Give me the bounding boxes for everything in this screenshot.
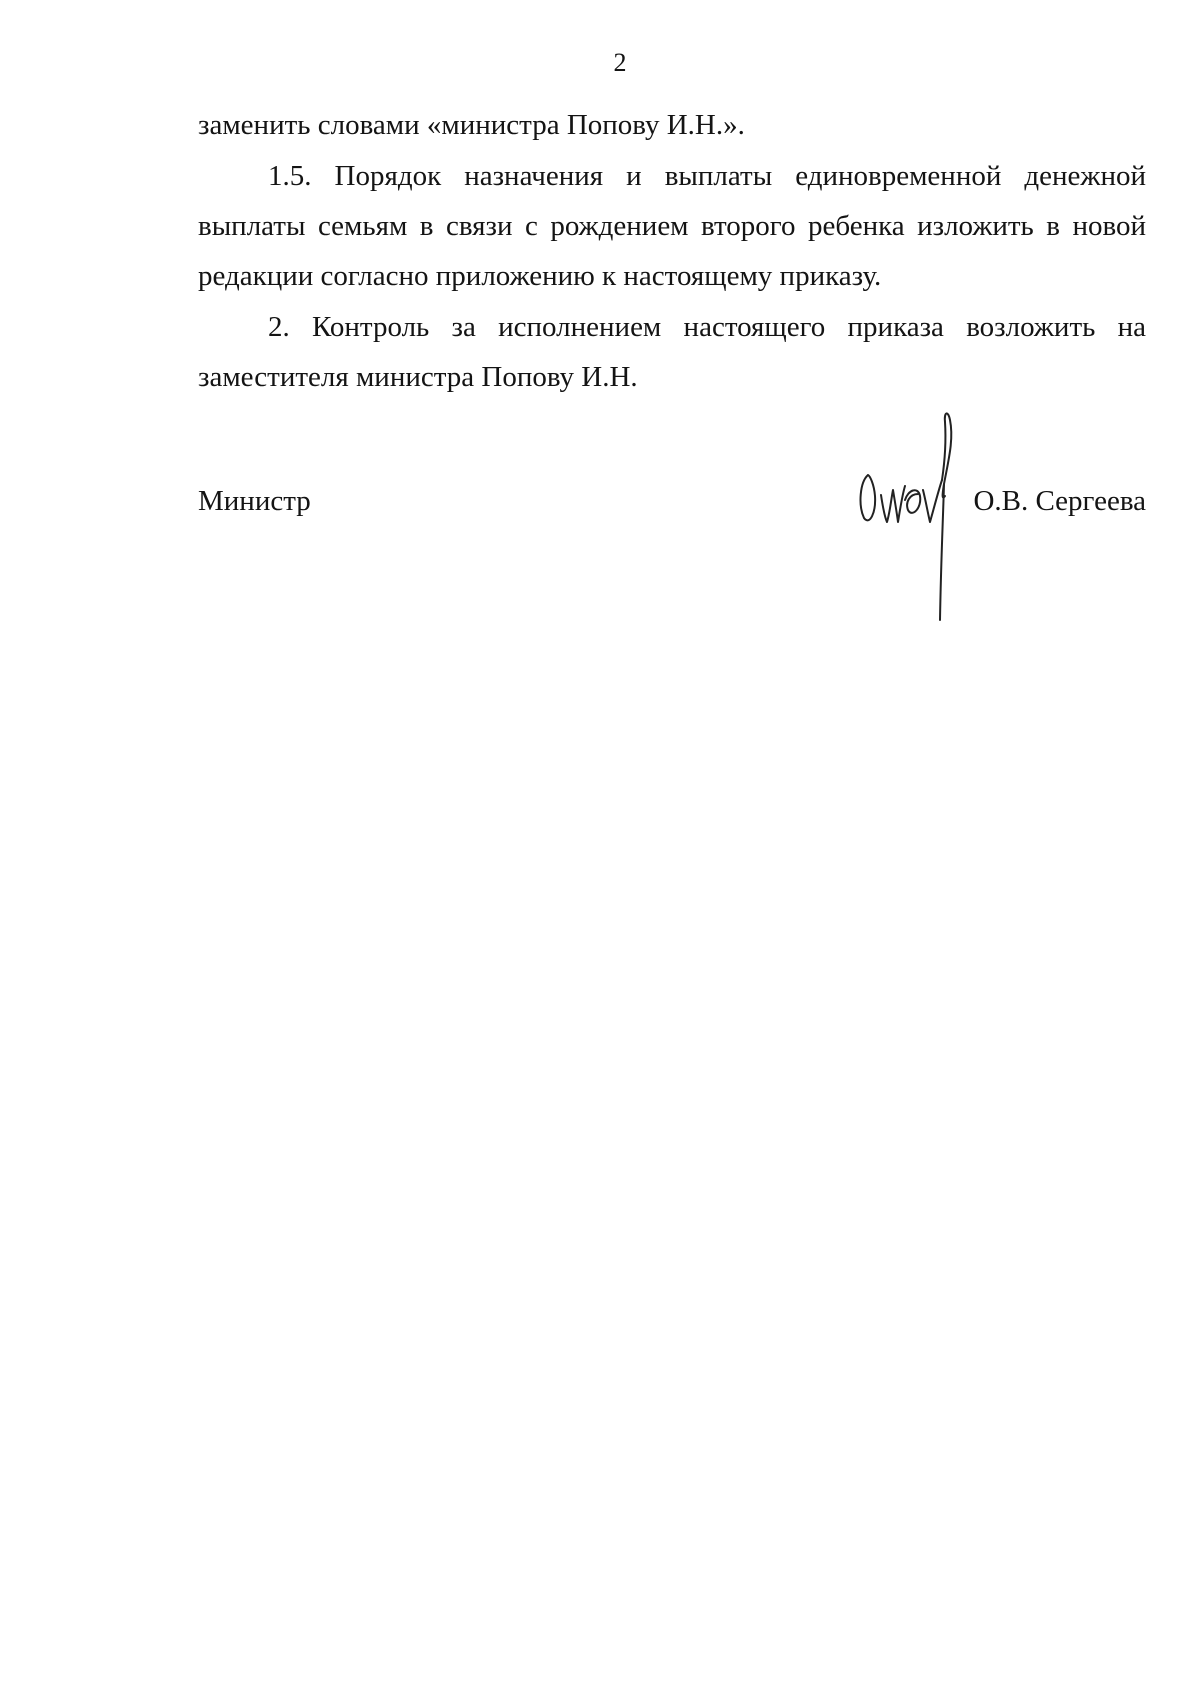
handwritten-signature (850, 400, 990, 630)
paragraph-continuation: заменить словами «министра Попову И.Н.». (198, 109, 745, 141)
document-body (198, 100, 1146, 403)
page-number: 2 (613, 48, 627, 77)
signature-block (198, 485, 1146, 545)
signer-name: О.В. Сергеева (973, 485, 1146, 517)
position-title: Министр (198, 485, 311, 517)
paragraph-item-2: 2. Контроль за исполнением настоящего приказа возложить на заместителя министра Попову И.Н. (198, 311, 1146, 393)
paragraph-item-1-5: 1.5. Порядок назначения и выплаты единовременной денежной выплаты семьям в связи с рождением второго ребенка изложить в новой редакции согласно приложению к настоящему приказу. (198, 160, 1146, 292)
